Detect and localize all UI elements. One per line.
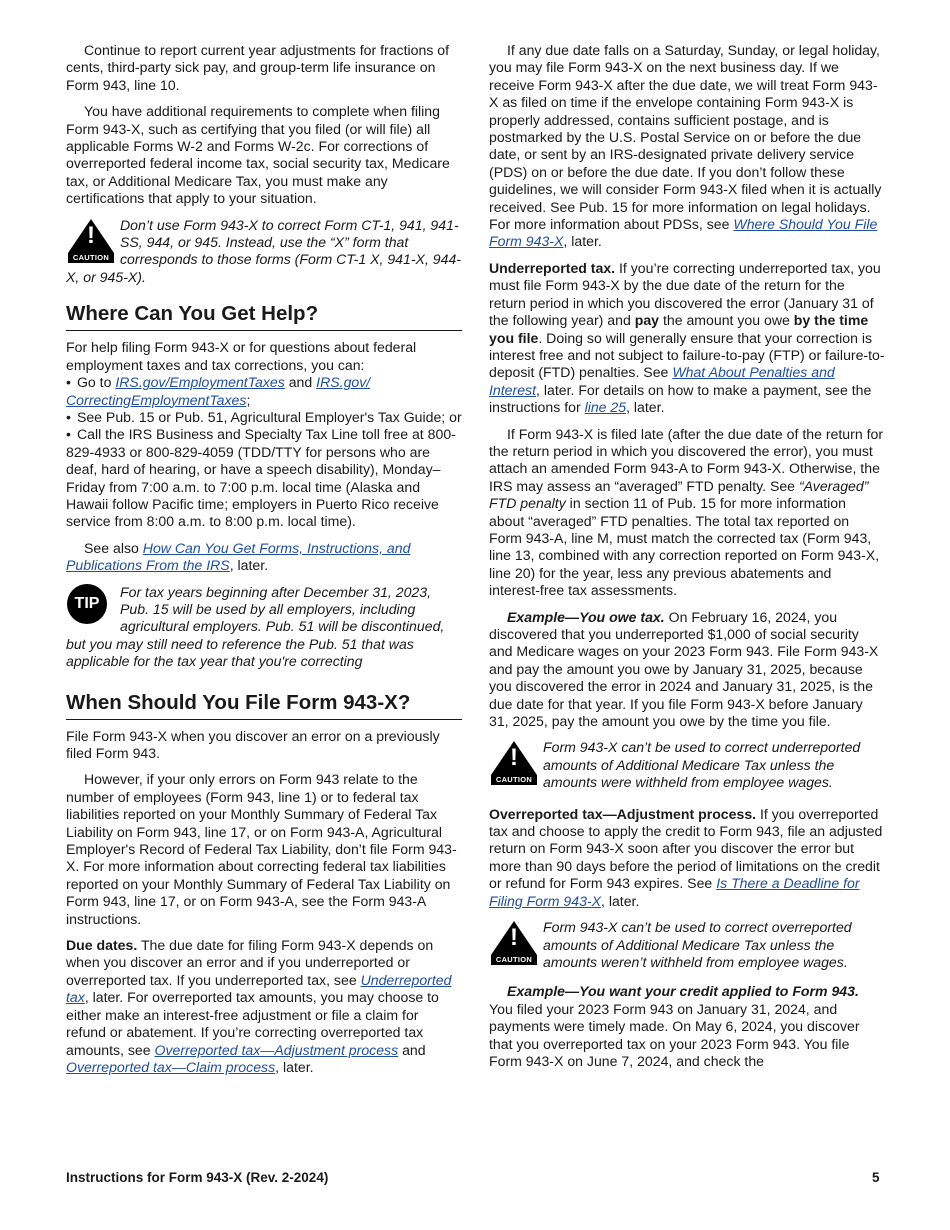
link-employment-taxes[interactable]: IRS.gov/EmploymentTaxes [115, 374, 285, 391]
tip-note [66, 584, 462, 671]
paragraph: See also How Can You Get Forms, Instructions, and Publications From the IRS, later. [66, 539, 411, 574]
link-where-should-you-file[interactable]: Where Should You File Form 943-X [489, 216, 878, 250]
paragraph-example-credit: Example—You want your credit applied to Form 943. You filed your 2023 Form 943 on January 31, 2024, and payments were timely made. On May 6, 2024, you discover that you overreported tax on your 2023 Form 943. You file Form 943-X on June 7, 2024, and check the [489, 983, 860, 1069]
caution-text: Form 943-X can’t be used to correct underreported amounts of Additional Medicare Tax unless the amounts were withheld from employee wages. [543, 739, 861, 791]
paragraph: File Form 943-X when you discover an error on a previously filed Form 943. [66, 727, 440, 761]
paragraph-due-dates: Due dates. The due date for filing Form 943-X depends on when you discover an error and if you underreported or overreported tax. If you underreported tax, see Underreported tax, later. For overreported tax amounts, you may choose to either make an interest-free adjustment or file a claim for refund or abatement. If you’re correcting overreported tax amounts, see Overreported tax—Adjustment process and Overreported tax—Claim process, later. [66, 937, 452, 1075]
caution-text: Form 943-X can’t be used to correct overreported amounts of Additional Medicare Tax unless the amounts weren’t withheld from employee wages. [543, 919, 852, 970]
caution-note [66, 217, 462, 287]
link-overreported-claim[interactable]: Overreported tax—Claim process [66, 1058, 276, 1075]
caution-icon: ! CAUTION [66, 217, 116, 263]
link-line-25[interactable]: line 25 [584, 399, 627, 416]
paragraph: For help filing Form 943-X or for questions about federal employment taxes and tax corrections, you can: [66, 339, 417, 373]
paragraph: You have additional requirements to complete when filing Form 943-X, such as certifying that you filed (or will file) all applicable Forms W-2 and Forms W-2c. For corrections of overreported federal income tax, social security tax, Medicare tax, or Additional Medicare Tax, you must make any certifications that apply to your situation. [66, 103, 450, 207]
left-column [66, 42, 462, 1085]
list-item: • Call the IRS Business and Specialty Tax Line toll free at 800-829-4933 or 800-829-4059 (TDD/TTY for persons who are deaf, hard of hearing, or have a speech disability), Monday–Friday from 7:00 a.m. to 7:00 p.m. local time (Alaska and Hawaii follow Pacific time; employers in Puerto Rico receive service from 8:00 a.m. to 8:00 p.m. local time). [66, 426, 462, 530]
help-list [66, 374, 462, 531]
link-overreported-adjustment[interactable]: Overreported tax—Adjustment process [154, 1041, 399, 1058]
paragraph-example-owe: Example—You owe tax. On February 16, 2024, you discovered that you underreported $1,000 of social security and Medicare wages on your 2023 Form 943. File Form 943-X and pay the amount you owe by January 31, 2025, because you discovered the error in 2024 and January 31, 2025, is the due date for that year. If you file Form 943-X before January 31, 2025, pay the amount you owe by the time you file. [489, 608, 879, 730]
paragraph: If Form 943-X is filed late (after the due date of the return for the return period in which you discovered the error), you must attach an amended Form 943-A to Form 943-X. Otherwise, the IRS may assess an “averaged” FTD penalty. See “Averaged” FTD penalty in section 11 of Pub. 15 for more information about “averaged” FTD penalties. The total tax reported on Form 943-A, line M, must match the corrected tax (Form 943, line 13, combined with any correction reported on Form 943-X, line 20) for the year, less any previous abatements and interest-free tax assessments. [489, 425, 884, 599]
section-heading-when: When Should You File Form 943-X? [66, 691, 462, 720]
right-column [489, 42, 885, 1079]
link-penalties-interest[interactable]: What About Penalties and Interest [489, 364, 835, 398]
list-item: • Go to IRS.gov/EmploymentTaxes and IRS.gov/ CorrectingEmploymentTaxes; [66, 374, 462, 409]
page-number: 5 [872, 1170, 880, 1185]
footer-title: Instructions for Form 943-X (Rev. 2-2024) [66, 1170, 329, 1185]
paragraph-overreported: Overreported tax—Adjustment process. If you overreported tax and choose to apply the credit to Form 943, file an adjusted return on Form 943-X soon after you discover the error but more than 90 days before the period of limitations on the credit or refund for Form 943 expires. See Is There a Deadline for Filing Form 943-X, later. [489, 805, 883, 909]
caution-note [489, 739, 885, 791]
tip-icon: TIP [66, 584, 116, 626]
paragraph-underreported: Underreported tax. If you’re correcting underreported tax, you must file Form 943-X by the due date of the return for the return period in which you discovered the error (January 31 of the following year) and pay the amount you owe by the time you file. Doing so will generally ensure that your correction is interest free and not subject to failure-to-pay (FTP) or failure-to-deposit (FTD) penalties. See What About Penalties and Interest, later. For details on how to make a payment, see the instructions for line 25, later. [489, 259, 885, 416]
paragraph: However, if your only errors on Form 943 relate to the number of employees (Form 943, line 1) or to federal tax liabilities reported on your Monthly Summary of Federal Tax Liability on Form 943, line 17, or on Form 943-A, Agricultural Employer's Record of Federal Tax Liability, don’t file Form 943-X. For more information about correcting federal tax liabilities reported on your Monthly Summary of Federal Tax Liability on Form 943, line 17, or on Form 943-A, see the Form 943-A instructions. [66, 771, 457, 927]
section-heading-help: Where Can You Get Help? [66, 302, 462, 331]
caution-icon: ! CAUTION [489, 739, 539, 785]
link-how-can-you-get-forms[interactable]: How Can You Get Forms, Instructions, and Publications From the IRS [66, 539, 411, 574]
paragraph: If any due date falls on a Saturday, Sunday, or legal holiday, you may file Form 943-X on the next business day. If we receive Form 943-X after the due date, we will treat Form 943-X as filed on time if the envelope containing Form 943-X is properly addressed, contains sufficient postage, and is postmarked by the U.S. Postal Service on or before the due date, or sent by an IRS-designated private delivery service (PDS) on or before the due date. If you don’t follow these guidelines, we will consider Form 943-X filed when it is actually received. See Pub. 15 for more information on legal holidays. For more information about PDSs, see Where Should You File Form 943-X, later. [489, 42, 882, 250]
caution-icon: ! CAUTION [489, 919, 539, 965]
link-correcting-employment-taxes[interactable]: IRS.gov/ CorrectingEmploymentTaxes [66, 374, 371, 408]
paragraph: Continue to report current year adjustments for fractions of cents, third-party sick pay, and group-term life insurance on Form 943, line 10. [66, 42, 450, 93]
link-deadline-filing[interactable]: Is There a Deadline for Filing Form 943-X [489, 875, 860, 909]
caution-note [489, 919, 885, 971]
tip-text: For tax years beginning after December 31, 2023, Pub. 15 will be used by all employers, including agricultural employers. Pub. 51 will be discontinued, but you may still need to reference the Pub. 51 that was applicable for the tax year that you're correcting [66, 583, 445, 670]
link-underreported-tax[interactable]: Underreported tax [66, 971, 452, 1006]
list-item: • See Pub. 15 or Pub. 51, Agricultural Employer's Tax Guide; or [66, 409, 462, 426]
caution-text: Don’t use Form 943-X to correct Form CT-1, 941, 941-SS, 944, or 945. Instead, use the “X” form that corresponds to those forms (Form CT-1 X, 941-X, 944-X, or 945-X). [66, 216, 461, 285]
